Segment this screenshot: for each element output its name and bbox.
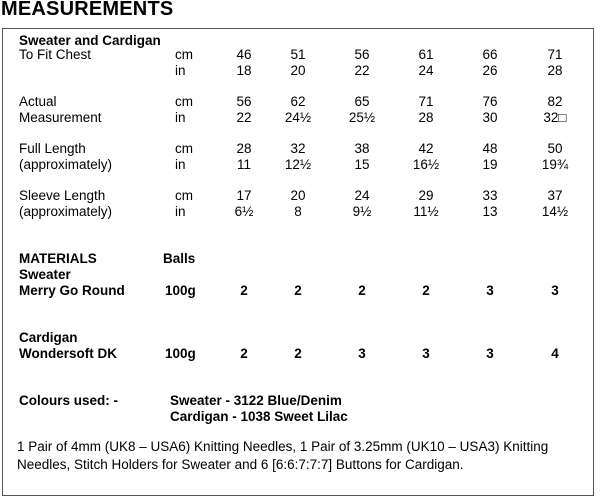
measurement-in-cell: 8: [294, 204, 302, 219]
sweater-balls-cell: 2: [240, 283, 248, 298]
cardigan-balls-cell: 2: [240, 346, 248, 361]
measurement-in-cell: 16½: [412, 157, 440, 172]
measurement-cm-cell: 17: [236, 188, 252, 203]
measurement-in-cell: 13: [482, 204, 498, 219]
measurement-in-cell: 6½: [234, 204, 254, 219]
measurement-in-cell: 20: [290, 63, 306, 78]
measurement-in-cell: 30: [482, 110, 498, 125]
measurement-in-cell: 28: [547, 63, 563, 78]
colours-label: Colours used: -: [19, 393, 119, 408]
unit-label: in: [175, 110, 186, 125]
cardigan-balls-cell: 4: [551, 346, 559, 361]
measurement-in-cell: 24½: [284, 110, 312, 125]
sweater-label: Sweater: [19, 267, 71, 282]
unit-label: cm: [175, 47, 193, 62]
measurement-cm-cell: 66: [482, 47, 498, 62]
measurement-cm-cell: 71: [418, 94, 434, 109]
cardigan-balls-cell: 2: [294, 346, 302, 361]
page-title: MEASUREMENTS: [1, 0, 174, 20]
measurement-cm-cell: 24: [354, 188, 370, 203]
measurement-label: Full Length: [19, 141, 86, 156]
sweater-balls-cell: 3: [551, 283, 559, 298]
unit-label: in: [175, 157, 186, 172]
measurement-cm-cell: 61: [418, 47, 434, 62]
unit-label: in: [175, 63, 186, 78]
measurement-cm-cell: 65: [354, 94, 370, 109]
sweater-yarn: Merry Go Round: [19, 283, 125, 298]
measurement-in-cell: 11: [236, 157, 251, 172]
unit-label: cm: [175, 94, 193, 109]
measurement-cm-cell: 76: [482, 94, 498, 109]
measurement-label: Measurement: [19, 110, 102, 125]
measurement-in-cell: 22: [354, 63, 370, 78]
measurement-cm-cell: 37: [547, 188, 563, 203]
colour-sweater: Sweater - 3122 Blue/Denim: [170, 393, 342, 408]
measurement-cm-cell: 48: [482, 141, 498, 156]
measurement-label: Sleeve Length: [19, 188, 106, 203]
unit-label: cm: [175, 188, 193, 203]
colour-cardigan: Cardigan - 1038 Sweet Lilac: [170, 409, 348, 424]
measurement-in-cell: 12½: [284, 157, 312, 172]
measurement-label: (approximately): [19, 204, 113, 219]
cardigan-balls-cell: 3: [422, 346, 430, 361]
measurement-in-cell: 14½: [541, 204, 569, 219]
sweater-balls-cell: 3: [486, 283, 494, 298]
measurement-in-cell: 18: [236, 63, 252, 78]
cardigan-balls-cell: 3: [358, 346, 366, 361]
measurement-cm-cell: 20: [290, 188, 306, 203]
measurement-in-cell: 15: [354, 157, 370, 172]
measurement-cm-cell: 50: [547, 141, 563, 156]
measurement-cm-cell: 29: [418, 188, 434, 203]
cardigan-weight: 100g: [165, 346, 196, 361]
measurement-label: To Fit Chest: [19, 47, 92, 62]
measurement-in-cell: 9½: [352, 204, 372, 219]
measurement-cm-cell: 42: [418, 141, 434, 156]
measurement-in-cell: 25½: [348, 110, 376, 125]
measurement-cm-cell: 51: [290, 47, 306, 62]
sweater-balls-cell: 2: [294, 283, 302, 298]
sweater-balls-cell: 2: [422, 283, 430, 298]
cardigan-balls-cell: 3: [486, 346, 494, 361]
measurement-in-cell: 26: [482, 63, 498, 78]
measurement-cm-cell: 62: [290, 94, 306, 109]
measurement-cm-cell: 71: [547, 47, 563, 62]
sweater-balls-cell: 2: [358, 283, 366, 298]
measurement-in-cell: 19: [482, 157, 498, 172]
sweater-weight: 100g: [165, 283, 196, 298]
balls-label: Balls: [163, 251, 196, 266]
measurement-label: Actual: [19, 94, 57, 109]
unit-label: in: [175, 204, 186, 219]
measurement-in-cell: 32□: [543, 110, 567, 125]
measurement-cm-cell: 82: [547, 94, 563, 109]
measurement-in-cell: 11½: [413, 204, 439, 219]
measurement-cm-cell: 32: [290, 141, 306, 156]
cardigan-yarn: Wondersoft DK: [19, 346, 117, 361]
measurement-in-cell: 19¾: [541, 157, 569, 172]
measurement-cm-cell: 46: [236, 47, 252, 62]
needles-notes: 1 Pair of 4mm (UK8 – USA6) Knitting Needles, 1 Pair of 3.25mm (UK10 – USA3) Knitting Needles, Stitch Holders for Sweater and 6 [6:6:7:7:7] Buttons for Cardigan.: [17, 439, 549, 472]
measurement-cm-cell: 38: [354, 141, 370, 156]
measurement-cm-cell: 33: [482, 188, 498, 203]
materials-heading: MATERIALS: [19, 251, 97, 266]
measurement-in-cell: 22: [236, 110, 252, 125]
cardigan-label: Cardigan: [19, 330, 78, 345]
measurement-cm-cell: 28: [236, 141, 252, 156]
measurement-label: (approximately): [19, 157, 113, 172]
measurement-in-cell: 28: [418, 110, 434, 125]
measurement-cm-cell: 56: [236, 94, 252, 109]
measurement-cm-cell: 56: [354, 47, 370, 62]
measurement-in-cell: 24: [418, 63, 434, 78]
unit-label: cm: [175, 141, 193, 156]
section-heading: Sweater and Cardigan: [19, 33, 161, 48]
